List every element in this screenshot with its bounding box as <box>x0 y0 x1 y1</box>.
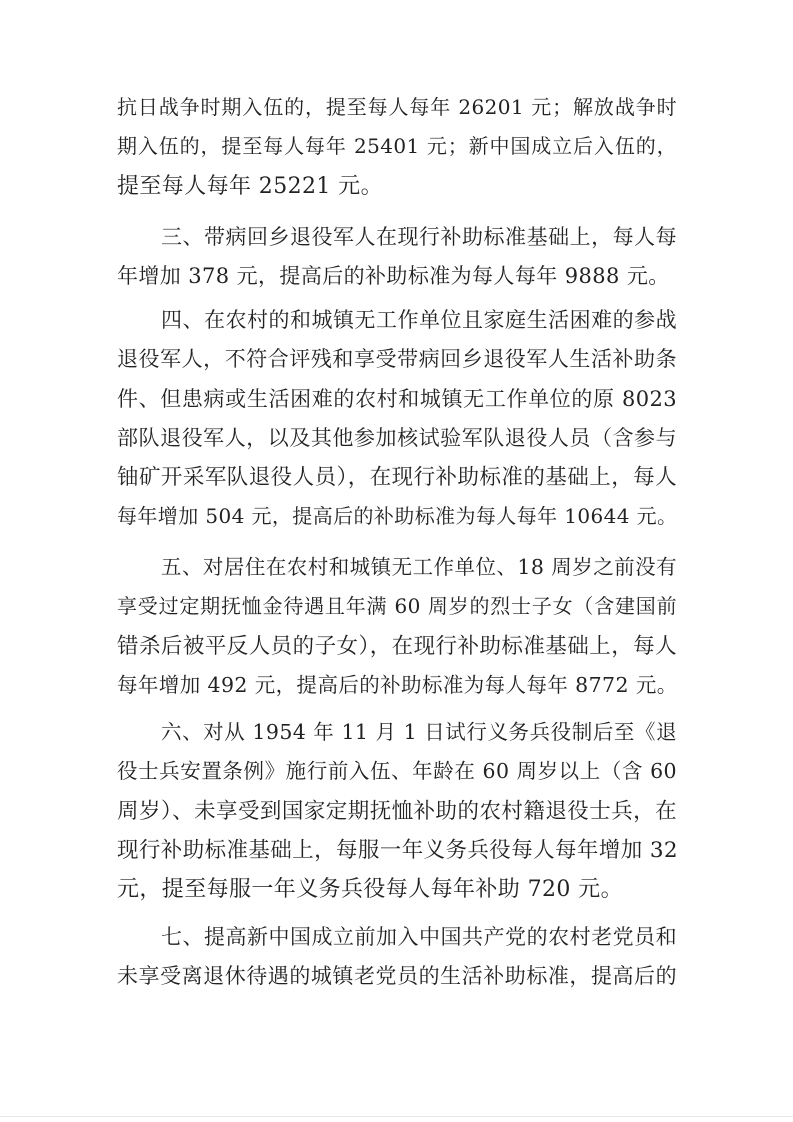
paragraph-6 <box>117 713 677 909</box>
page-edge-divider <box>0 1116 793 1117</box>
text-line: 每年增加 492 元，提高后的补助标准为每人每年 8772 元。 <box>117 672 678 697</box>
text-line: 错杀后被平反人员的子女），在现行补助标准基础上，每人 <box>117 633 677 659</box>
paragraph-4 <box>117 301 677 537</box>
paragraph-continuation <box>117 88 677 206</box>
text-line: 六、对从 1954 年 11 月 1 日试行义务兵役制后至《退 <box>161 720 677 744</box>
text-line: 件、但患病或生活困难的农村和城镇无工作单位的原 8023 <box>117 386 677 411</box>
text-line: 提至每人每年 25221 元。 <box>117 173 383 199</box>
text-line: 享受过定期抚恤金待遇且年满 60 周岁的烈士子女（含建国前 <box>117 594 677 619</box>
text-line: 年增加 378 元，提高后的补助标准为每人每年 9888 元。 <box>117 264 670 289</box>
text-line: 部队退役军人，以及其他参加核试验军队退役人员（含参与 <box>117 425 677 450</box>
paragraph-7 <box>117 918 677 997</box>
text-line: 四、在农村的和城镇无工作单位且家庭生活困难的参战 <box>161 308 677 332</box>
text-line: 抗日战争时期入伍的，提至每人每年 26201 元；解放战争时 <box>117 95 677 119</box>
text-line: 铀矿开采军队退役人员），在现行补助标准的基础上，每人 <box>117 465 677 491</box>
text-line: 元，提至每服一年义务兵役每人每年补助 720 元。 <box>117 877 623 903</box>
text-line: 现行补助标准基础上，每服一年义务兵役每人每年增加 32 <box>117 837 678 863</box>
text-line: 每年增加 504 元，提高后的补助标准为每人每年 10644 元。 <box>117 504 678 529</box>
text-line: 退役军人，不符合评残和享受带病回乡退役军人生活补助条 <box>117 347 677 372</box>
paragraph-3 <box>117 218 677 297</box>
text-line: 未享受离退休待遇的城镇老党员的生活补助标准，提高后的 <box>117 964 677 989</box>
text-line: 三、带病回乡退役军人在现行补助标准基础上，每人每 <box>161 225 677 249</box>
text-line: 七、提高新中国成立前加入中国共产党的农村老党员和 <box>161 925 677 949</box>
text-line: 役士兵安置条例》施行前入伍、年龄在 60 周岁以上（含 60 <box>117 759 677 784</box>
text-line: 周岁）、未享受到国家定期抚恤补助的农村籍退役士兵，在 <box>117 798 677 824</box>
text-line: 五、对居住在农村和城镇无工作单位、18 周岁之前没有 <box>161 555 677 579</box>
text-line: 期入伍的，提至每人每年 25401 元；新中国成立后入伍的， <box>117 134 677 159</box>
paragraph-5 <box>117 548 677 705</box>
